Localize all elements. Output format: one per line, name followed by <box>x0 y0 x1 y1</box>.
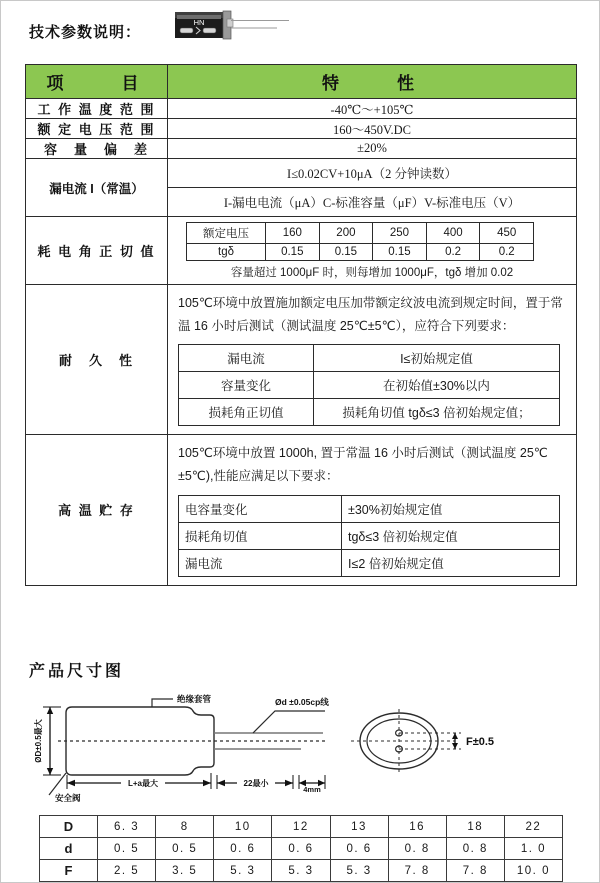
durability-paragraph: 105℃环境中放置施加额定电压加带额定纹波电流到规定时间，置于常温 16 小时后测试（测试温度 25℃±5℃），应符合下列要求： <box>178 296 563 334</box>
table-row-dissipation-factor <box>26 217 577 285</box>
label-lead-pitch: F±0.5 <box>466 736 495 748</box>
dim-symbol-D: D <box>40 816 98 838</box>
row-label-dissipation-factor: 耗 电 角 正 切 值 <box>26 217 168 285</box>
dim-d-0: 0. 5 <box>98 838 156 860</box>
capacitor-dimension-diagram <box>25 691 577 803</box>
tg-voltage-400: 400 <box>426 223 480 244</box>
durability-value-capacitance: 在初始值±30%以内 <box>314 372 560 399</box>
tg-value-4: 0.2 <box>480 244 534 261</box>
table-row-D <box>40 816 563 838</box>
label-insulating-sleeve: 绝缘套管 <box>177 694 212 704</box>
dim-D-3: 12 <box>272 816 330 838</box>
label-lead-tip: 4mm <box>303 785 321 794</box>
dim-D-4: 13 <box>330 816 388 838</box>
tg-voltage-160: 160 <box>266 223 320 244</box>
specification-table <box>25 64 577 586</box>
storage-key-capacitance: 电容量变化 <box>179 495 342 522</box>
electrolytic-capacitor-icon <box>173 9 291 45</box>
dim-F-5: 7. 8 <box>388 860 446 882</box>
dim-d-6: 0. 8 <box>446 838 504 860</box>
dissipation-factor-table <box>186 222 534 261</box>
dissipation-factor-note: 容量超过 1000μF 时，则每增加 1000μF，tgδ 增加 0.02 <box>230 267 514 279</box>
capacitor-brand-text: HN <box>193 18 205 27</box>
table-row <box>187 223 534 244</box>
page-header <box>1 1 600 59</box>
label-body-length: L+a最大 <box>127 779 159 788</box>
dim-D-7: 22 <box>504 816 562 838</box>
dimension-values-table <box>39 815 563 882</box>
dim-symbol-d: d <box>40 838 98 860</box>
row-label-voltage-range: 额 定 电 压 范 围 <box>26 119 168 139</box>
label-lead-diameter: Ød ±0.05cp线 <box>275 697 329 707</box>
dim-F-2: 5. 3 <box>214 860 272 882</box>
dim-D-1: 8 <box>156 816 214 838</box>
dim-D-2: 10 <box>214 816 272 838</box>
dim-d-3: 0. 6 <box>272 838 330 860</box>
dim-d-2: 0. 6 <box>214 838 272 860</box>
tg-voltage-250: 250 <box>373 223 427 244</box>
leakage-legend: I-漏电电流（μA）C-标准容量（μF）V-标准电压（V） <box>223 196 521 210</box>
durability-key-capacitance: 容量变化 <box>179 372 314 399</box>
durability-key-leakage: 漏电流 <box>179 345 314 372</box>
durability-value-leakage: I≤初始规定值 <box>314 345 560 372</box>
tg-voltage-200: 200 <box>319 223 373 244</box>
durability-value-tangent: 损耗角切值 tgδ≤3 倍初始规定值； <box>314 399 560 426</box>
table-row <box>26 99 577 119</box>
table-row <box>26 139 577 159</box>
header-cell-item: 项 目 <box>26 65 168 99</box>
row-label-capacitance-tolerance: 容 量 偏 差 <box>26 139 168 159</box>
dim-F-1: 3. 5 <box>156 860 214 882</box>
table-row <box>26 119 577 139</box>
storage-value-tangent: tgδ≤3 倍初始规定值 <box>342 522 560 549</box>
storage-paragraph: 105℃环境中放置 1000h, 置于常温 16 小时后测试（测试温度 25℃±5℃),性能应满足以下要求： <box>178 446 548 484</box>
dim-d-7: 1. 0 <box>504 838 562 860</box>
table-row <box>179 495 560 522</box>
row-value-durability <box>168 285 577 435</box>
row-value-temp-range: -40℃～+105℃ <box>168 99 577 119</box>
tg-value-3: 0.2 <box>426 244 480 261</box>
storage-value-capacitance: ±30%初始规定值 <box>342 495 560 522</box>
dimension-section-title: 产品尺寸图 <box>29 663 125 680</box>
dim-d-5: 0. 8 <box>388 838 446 860</box>
table-row-durability <box>26 285 577 435</box>
header-cell-characteristic: 特 性 <box>168 65 577 99</box>
leakage-formula: I≤0.02CV+10μA（2 分钟读数） <box>168 159 576 188</box>
tg-row-header-voltage: 额定电压 <box>187 223 266 244</box>
dim-F-4: 5. 3 <box>330 860 388 882</box>
table-row <box>179 372 560 399</box>
row-value-voltage-range: 160～450V.DC <box>168 119 577 139</box>
durability-key-tangent: 损耗角正切值 <box>179 399 314 426</box>
storage-requirements-table <box>178 495 560 577</box>
tg-voltage-450: 450 <box>480 223 534 244</box>
dim-symbol-F: F <box>40 860 98 882</box>
dim-d-1: 0. 5 <box>156 838 214 860</box>
table-row-leakage-current <box>26 159 577 217</box>
row-value-dissipation-factor <box>168 217 577 285</box>
storage-key-leakage: 漏电流 <box>179 549 342 576</box>
tg-row-header-tgd: tgδ <box>187 244 266 261</box>
row-label-durability: 耐 久 性 <box>26 285 168 435</box>
label-body-diameter: ØD±0.5最大 <box>34 719 43 763</box>
dim-F-6: 7. 8 <box>446 860 504 882</box>
dim-D-6: 18 <box>446 816 504 838</box>
dim-F-0: 2. 5 <box>98 860 156 882</box>
page-title: 技术参数说明： <box>29 24 142 41</box>
table-row-d <box>40 838 563 860</box>
table-row <box>179 522 560 549</box>
table-row-high-temp-storage <box>26 435 577 585</box>
row-label-high-temp-storage: 高 温 贮 存 <box>26 435 168 585</box>
row-value-capacitance-tolerance: ±20% <box>168 139 577 159</box>
dim-D-0: 6. 3 <box>98 816 156 838</box>
table-header-row <box>26 65 577 99</box>
row-value-high-temp-storage <box>168 435 577 585</box>
row-label-leakage-current: 漏电流 I（常温） <box>26 159 168 217</box>
storage-value-leakage: I≤2 倍初始规定值 <box>342 549 560 576</box>
row-label-temp-range: 工 作 温 度 范 围 <box>26 99 168 119</box>
dim-D-5: 16 <box>388 816 446 838</box>
tg-value-1: 0.15 <box>319 244 373 261</box>
tg-value-0: 0.15 <box>266 244 320 261</box>
table-row-F <box>40 860 563 882</box>
table-row <box>179 399 560 426</box>
dim-F-7: 10. 0 <box>504 860 562 882</box>
tg-value-2: 0.15 <box>373 244 427 261</box>
table-row <box>179 345 560 372</box>
label-safety-vent: 安全阀 <box>55 793 81 803</box>
table-row <box>187 244 534 261</box>
row-value-leakage-current <box>168 159 577 217</box>
dim-d-4: 0. 6 <box>330 838 388 860</box>
durability-requirements-table <box>178 344 560 426</box>
dim-F-3: 5. 3 <box>272 860 330 882</box>
storage-key-tangent: 损耗角切值 <box>179 522 342 549</box>
table-row <box>179 549 560 576</box>
label-lead-length: 22最小 <box>243 779 269 788</box>
